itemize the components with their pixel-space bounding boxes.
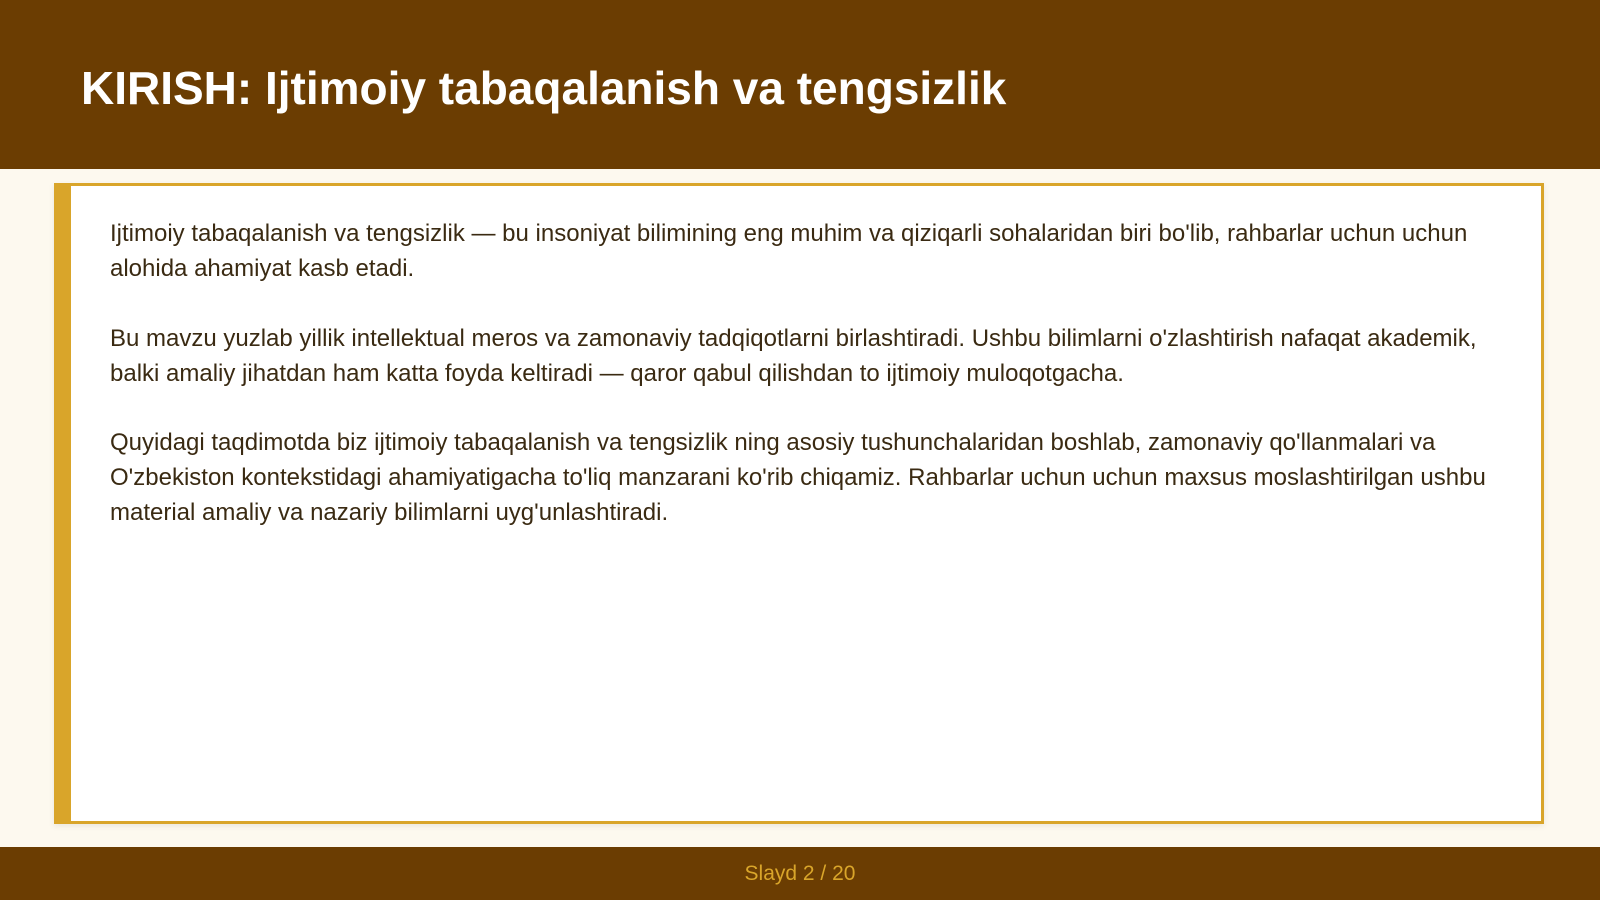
intro-paragraph-3: Quyidagi taqdimotda biz ijtimoiy tabaqalanish va tengsizlik ning asosiy tushunchalaridan boshlab, zamonaviy qo'llanmalari va O'zbekiston kontekstidagi ahamiyatigacha to'liq manzarani ko'rib chiqamiz. Rahbarlar uchun uchun maxsus moslashtirilgan ushbu material amaliy va nazariy bilimlarni uyg'unlashtiradi. [110, 429, 1486, 526]
intro-paragraph-2: Bu mavzu yuzlab yillik intellektual meros va zamonaviy tadqiqotlarni birlashtiradi. Ushbu bilimlarni o'zlashtirish nafaqat akademik, balki amaliy jihatdan ham katta foyda keltiradi — qaror qabul qilishdan to ijtimoiy muloqotgacha. [110, 325, 1477, 387]
intro-paragraph-1: Ijtimoiy tabaqalanish va tengsizlik — bu insoniyat bilimining eng muhim va qiziqarli sohalaridan biri bo'lib, rahbarlar uchun uchun alohida ahamiyat kasb etadi. [110, 220, 1468, 282]
slide-title: KIRISH: Ijtimoiy tabaqalanish va tengsizlik [81, 62, 1007, 114]
slide-footer [0, 847, 1600, 900]
slide-counter: Slayd 2 / 20 [744, 861, 856, 885]
slide-header [0, 0, 1600, 169]
